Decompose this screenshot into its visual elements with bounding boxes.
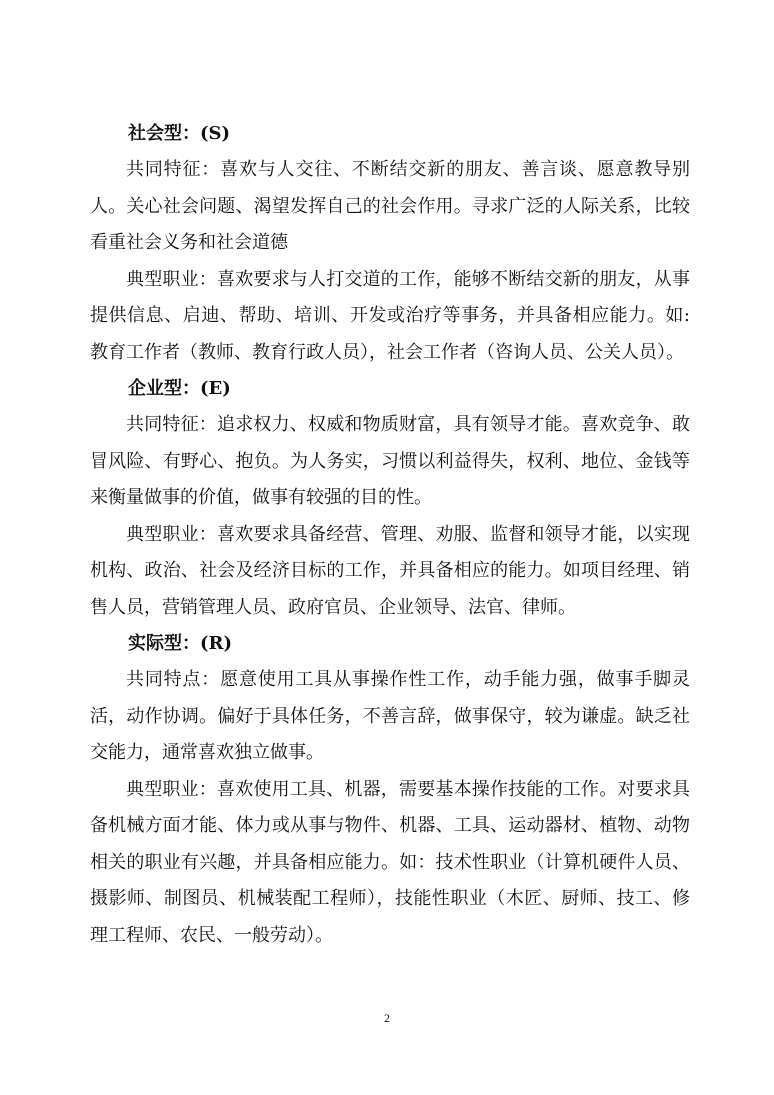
section-heading: 实际型：(R) xyxy=(128,633,232,654)
paragraph: 典型职业：喜欢使用工具、机器，需要基本操作技能的工作。对要求具备机械方面才能、体力或从事与物件、机器、工具、运动器材、植物、动物相关的职业有兴趣，并具备相应能力。如：技术性职业（计算机硬件人员、摄影师、制图员、机械装配工程师），技能性职业（木匠、厨师、技工、修理工程师、农民、一般劳动）。 xyxy=(90,778,690,946)
paragraph: 典型职业：喜欢要求与人打交道的工作，能够不断结交新的朋友，从事提供信息、启迪、帮助、培训、开发或治疗等事务，并具备相应能力。如: 教育工作者（教师、教育行政人员），社会工作者（咨询人员、公关人员）。 xyxy=(90,268,690,363)
section-social xyxy=(90,116,690,371)
section-realistic xyxy=(90,626,690,954)
page-content xyxy=(90,116,690,954)
paragraph: 共同特征：喜欢与人交往、不断结交新的朋友、善言谈、愿意教导别人。关心社会问题、渴望发挥自己的社会作用。寻求广泛的人际关系，比较看重社会义务和社会道德 xyxy=(90,159,690,253)
section-heading: 企业型：(E) xyxy=(128,378,231,399)
page-number: 2 xyxy=(384,1011,390,1025)
section-enterprising xyxy=(90,371,690,626)
paragraph: 共同特征：追求权力、权威和物质财富，具有领导才能。喜欢竞争、敢冒风险、有野心、抱负。为人务实，习惯以利益得失，权利、地位、金钱等来衡量做事的价值，做事有较强的目的性。 xyxy=(90,414,690,508)
paragraph: 典型职业：喜欢要求具备经营、管理、劝服、监督和领导才能，以实现机构、政治、社会及经济目标的工作，并具备相应的能力。如项目经理、销售人员，营销管理人员、政府官员、企业领导、法官、律师。 xyxy=(90,523,690,618)
section-heading: 社会型：(S) xyxy=(128,123,231,144)
paragraph: 共同特点：愿意使用工具从事操作性工作，动手能力强，做事手脚灵活，动作协调。偏好于具体任务，不善言辞，做事保守，较为谦虚。缺乏社交能力，通常喜欢独立做事。 xyxy=(90,669,690,763)
